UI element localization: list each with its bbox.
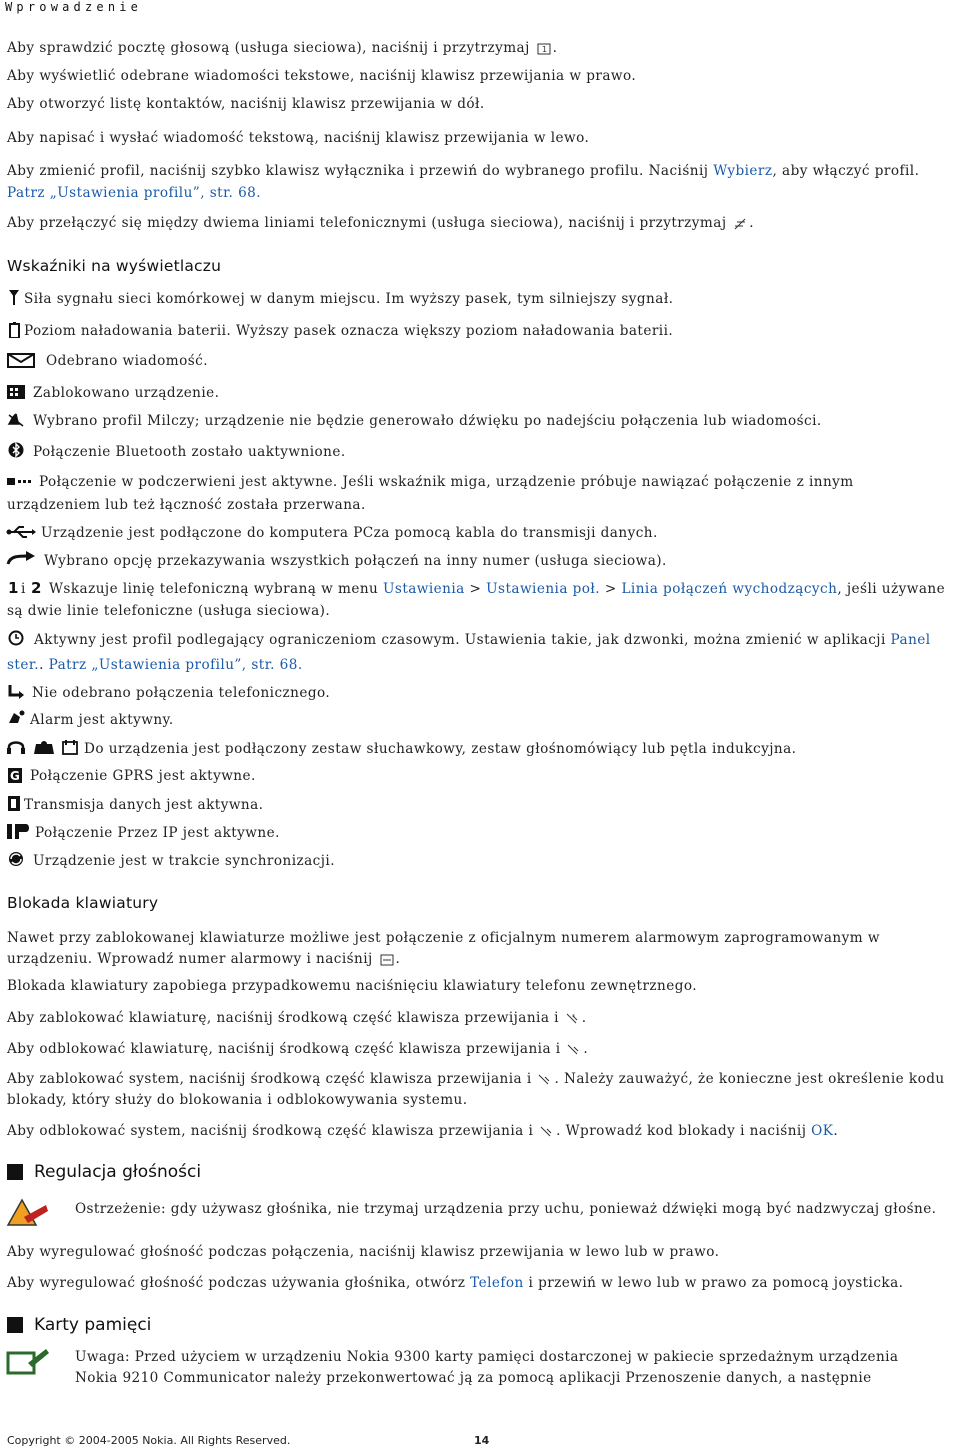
silent-profile-icon: [6, 412, 26, 428]
intro-voicemail-text: Aby sprawdzić pocztę głosową (usługa sieciowa), naciśnij i przytrzymaj: [7, 40, 530, 56]
punct: .: [583, 1041, 589, 1057]
ip-passthrough-icon: [6, 823, 30, 839]
keylock-text: [7, 1122, 838, 1140]
indicator-text: Połączenie GPRS jest aktywne.: [30, 768, 256, 784]
svg-text:*: *: [571, 1013, 576, 1021]
text: , aby włączyć profil.: [772, 163, 920, 179]
indicator-text: Zablokowano urządzenie.: [33, 385, 220, 401]
punct: .: [581, 1010, 587, 1026]
cards-note: [75, 1347, 898, 1368]
text: Aktywny jest profil podlegający ograniczeniom czasowym. Ustawienia takie, jak dzwonki, można zmienić w aplikacji: [34, 632, 891, 648]
indicator-text: Urządzenie jest podłączone do komputera PCza pomocą kabla do transmisji danych.: [41, 525, 658, 541]
indicator-text: Poziom naładowania baterii. Wyższy pasek oznacza większy poziom naładowania baterii.: [24, 323, 674, 339]
infrared-icon: [6, 473, 32, 489]
indicator-text: Połączenie w podczerwieni jest aktywne. Jeśli wskaźnik miga, urządzenie próbuje nawiązać połączenie z innym: [39, 474, 854, 490]
intro-line: [7, 162, 919, 180]
telephone-link[interactable]: Telefon: [470, 1275, 524, 1291]
indicator-text: Połączenie Przez IP jest aktywne.: [35, 825, 280, 841]
volume-warning: [75, 1199, 936, 1220]
intro-line: Aby wyświetlić odebrane wiadomości tekstowe, naciśnij klawisz przewijania w prawo.: [7, 68, 637, 84]
headset-handsfree-loopset-icons: [6, 739, 82, 755]
copyright: Copyright © 2004-2005 Nokia. All Rights Reserved.: [7, 1434, 291, 1447]
note-label: Uwaga:: [75, 1349, 130, 1365]
keylock-text: [7, 1040, 588, 1058]
control-panel-link-cont[interactable]: ster.: [7, 657, 40, 673]
indicator-text: [34, 631, 931, 649]
text: Aby zmienić profil, naciśnij szybko klawisz wyłącznika i przewiń do wybranego profilu. Naciśnij: [7, 163, 714, 179]
text: . Należy zauważyć, że konieczne jest określenie kodu: [554, 1071, 945, 1087]
keylock-text: [7, 950, 400, 968]
indicator-line-text: [49, 580, 945, 598]
indicator-text: Alarm jest aktywny.: [30, 712, 174, 728]
punct: .: [552, 40, 558, 56]
keylock-text: Nawet przy zablokowanej klawiaturze możliwe jest połączenie z oficjalnym numerem alarmowym zaprogramowanym w: [7, 930, 880, 946]
timed-profile-icon: [6, 630, 26, 646]
text: Aby odblokować klawiaturę, naciśnij środkową część klawisza przewijania i: [7, 1041, 561, 1057]
indicator-text: Odebrano wiadomość.: [46, 353, 208, 369]
indicator-text: Siła sygnału sieci komórkowej w danym miejscu. Im wyższy pasek, tym silniejszy sygnał.: [24, 291, 674, 307]
keylock-text: [7, 1009, 587, 1027]
section-bullet: [7, 1164, 23, 1180]
separator: >: [464, 581, 487, 597]
cards-title: Karty pamięci: [34, 1315, 152, 1335]
indicator-text: Wybrano opcję przekazywania wszystkich połączeń na inny numer (usługa sieciowa).: [44, 553, 667, 569]
svg-text:1: 1: [541, 44, 548, 54]
volume-text: [7, 1274, 903, 1292]
intro-line: [7, 39, 557, 57]
svg-text:1: 1: [8, 579, 19, 595]
indicator-text: Do urządzenia jest podłączony zestaw słuchawkowy, zestaw głośnomówiący lub pętla indukcyjna.: [84, 741, 797, 757]
cards-note-cont: Nokia 9210 Communicator należy przekonwertować ją za pomocą aplikacji Przenoszenie danych, a następnie: [75, 1370, 872, 1386]
intro-line: Aby otworzyć listę kontaktów, naciśnij klawisz przewijania w dół.: [7, 96, 485, 112]
warning-icon: [6, 1197, 50, 1229]
hash-key-icon: [567, 1044, 581, 1056]
indicators-title: Wskaźniki na wyświetlaczu: [7, 257, 222, 275]
volume-text: Aby wyregulować głośność podczas połączenia, naciśnij klawisz przewijania w lewo lub w prawo.: [7, 1244, 720, 1260]
usb-cable-icon: [6, 524, 36, 540]
call-settings-link[interactable]: Ustawienia poł.: [486, 581, 601, 597]
indicator-text: Nie odebrano połączenia telefonicznego.: [32, 685, 331, 701]
ok-link[interactable]: OK: [811, 1123, 834, 1139]
and-text: i: [21, 581, 26, 597]
svg-text:2: 2: [31, 579, 42, 595]
indicator-text: urządzeniem lub też łączność została przerwana.: [7, 497, 366, 513]
punct: .: [395, 951, 401, 967]
page-header: Wprowadzenie: [5, 0, 143, 14]
page-number: 14: [474, 1434, 490, 1447]
synchronization-icon: [6, 851, 26, 867]
indicator-text: Połączenie Bluetooth zostało uaktywnione.: [33, 444, 346, 460]
indicator-text: Transmisja danych jest aktywna.: [24, 797, 264, 813]
text: urządzeniu. Wprowadź numer alarmowy i naciśnij: [7, 951, 373, 967]
missed-call-icon: [6, 683, 26, 699]
keypad-locked-icon: [6, 384, 26, 400]
svg-text:G: G: [10, 769, 20, 783]
text: Aby zablokować klawiaturę, naciśnij środkową część klawisza przewijania i: [7, 1010, 559, 1026]
key-1-icon: [537, 43, 551, 55]
indicator-text: są dwie linie telefoniczne (usługa sieciowa).: [7, 603, 331, 619]
text: gdy używasz głośnika, nie trzymaj urządzenia przy uchu, ponieważ dźwięki mogą być nadzwyczaj głośne.: [166, 1201, 937, 1217]
gprs-icon: [6, 767, 26, 783]
indicator-text: Urządzenie jest w trakcie synchronizacji.: [33, 853, 335, 869]
call-forwarding-icon: [6, 550, 38, 566]
battery-icon: [6, 322, 26, 338]
separator: >: [600, 581, 622, 597]
text: Aby przełączyć się między dwiema liniami telefonicznymi (usługa sieciowa), naciśnij i przytrzymaj: [7, 215, 727, 231]
keylock-text: blokady, który służy do blokowania i odblokowywania systemu.: [7, 1092, 468, 1108]
signal-strength-icon: [6, 289, 26, 305]
indicator-text: [7, 656, 303, 674]
control-panel-link[interactable]: Panel: [890, 632, 931, 648]
intro-line: Aby napisać i wysłać wiadomość tekstową, naciśnij klawisz przewijania w lewo.: [7, 130, 590, 146]
keylock-text: Blokada klawiatury zapobiega przypadkowemu naciśnięciu klawiatury telefonu zewnętrznego.: [7, 978, 698, 994]
hash-key-icon: [733, 218, 747, 230]
profile-settings-link[interactable]: Patrz „Ustawienia profilu”, str. 68.: [7, 185, 262, 201]
line-2-icon: [30, 579, 44, 595]
message-received-icon: [6, 352, 38, 368]
unlock-key-icon: [540, 1126, 554, 1138]
indicator-text: Wybrano profil Milczy; urządzenie nie będzie generowało dźwięku po nadejściu połączenia lub wiadomości.: [33, 413, 822, 429]
keylock-title: Blokada klawiatury: [7, 894, 159, 912]
text: Aby odblokować system, naciśnij środkową część klawisza przewijania i: [7, 1123, 534, 1139]
data-transfer-icon: [6, 795, 26, 811]
text: i przewiń w lewo lub w prawo za pomocą joysticka.: [523, 1275, 904, 1291]
volume-title: Regulacja głośności: [34, 1162, 202, 1182]
settings-link[interactable]: Ustawienia: [383, 581, 465, 597]
text: , jeśli używane: [837, 581, 946, 597]
keylock-text: [7, 1070, 945, 1088]
punct: .: [833, 1123, 839, 1139]
text: Wskazuje linię telefoniczną wybraną w menu: [49, 581, 383, 597]
intro-line: [7, 214, 754, 232]
lock-key-icon: [538, 1074, 552, 1086]
text: . Wprowadź kod blokady i naciśnij: [556, 1123, 812, 1139]
text: Aby wyregulować głośność podczas używania głośnika, otwórz: [7, 1275, 471, 1291]
outgoing-line-link[interactable]: Linia połączeń wychodzących: [621, 581, 838, 597]
profile-settings-link-2[interactable]: Patrz „Ustawienia profilu”, str. 68.: [48, 657, 303, 673]
punct: .: [749, 215, 755, 231]
bluetooth-icon: [6, 442, 26, 458]
star-key-icon: [566, 1013, 580, 1025]
section-bullet: [7, 1317, 23, 1333]
punct: .: [39, 657, 49, 673]
alarm-icon: [6, 710, 26, 726]
call-key-icon: [380, 954, 394, 966]
select-link[interactable]: Wybierz: [713, 163, 773, 179]
note-icon: [6, 1347, 50, 1377]
text: Przed użyciem w urządzeniu Nokia 9300 karty pamięci dostarczonej w pakiecie sprzedażnym urządzenia: [129, 1349, 899, 1365]
warning-label: Ostrzeżenie:: [75, 1201, 167, 1217]
text: Aby zablokować system, naciśnij środkową część klawisza przewijania i: [7, 1071, 532, 1087]
line-1-icon: [6, 579, 20, 595]
